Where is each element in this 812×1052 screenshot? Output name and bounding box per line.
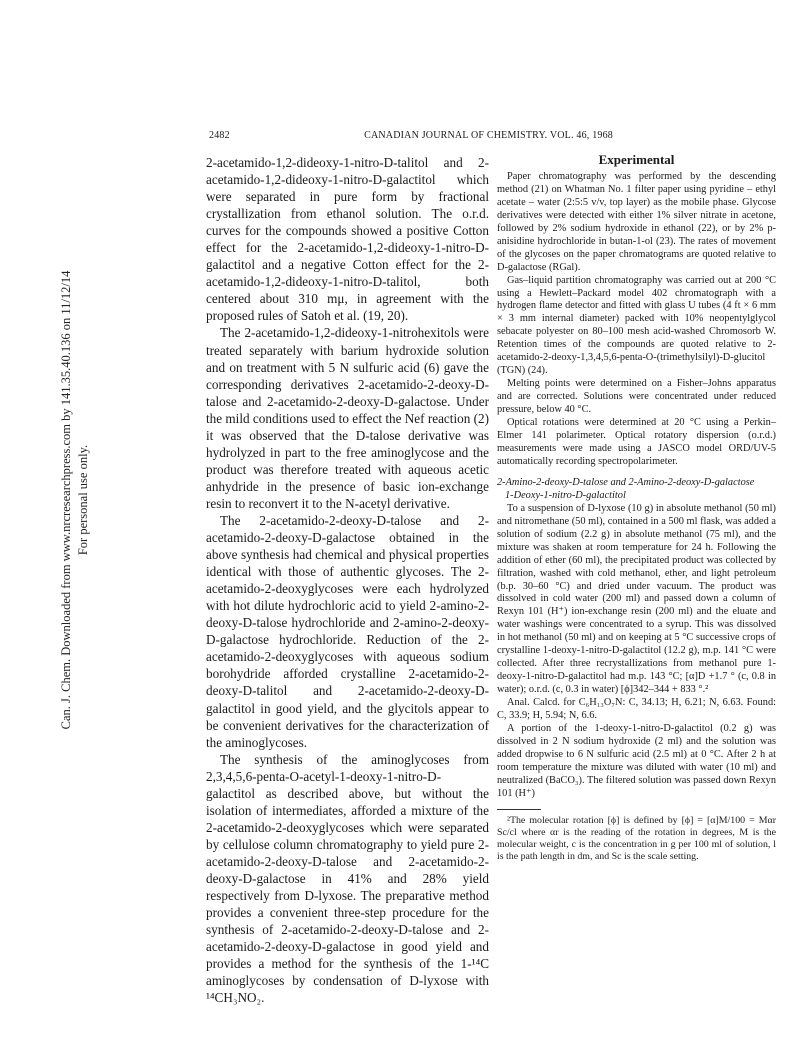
section-heading: Experimental xyxy=(598,152,675,167)
left-paragraph: The 2-acetamido-1,2-dideoxy-1-nitrohexitols were treated separately with barium hydroxide solution and on treatment with 5 N sulfuric acid (6) gave the corresponding derivatives 2-acetamido-2-deoxy-D-talose and 2-acetamido-2-deoxy-D-galactose. Under the mild conditions used to effect the Nef reaction (2) it was observed that the D-talose derivative was hydrolyzed in part to the free aminoglycose and the product was therefore treated with aqueous acetic anhydride in the presence of basic ion-exchange resin to reconvert it to the N-acetyl derivative. xyxy=(206,325,489,511)
right-paragraph: Melting points were determined on a Fisher–Johns apparatus and are corrected. Solutions were concentrated under reduced pressure, below 40 °C. xyxy=(497,378,776,416)
left-paragraph: 2-acetamido-1,2-dideoxy-1-nitro-D-talitol and 2-acetamido-1,2-dideoxy-1-nitro-D-galactitol which were separated in pure form by fractional crystallization from ethanol solution. The o.r.d. curves for the compounds showed a positive Cotton effect for the 2-acetamido-1,2-dideoxy-1-nitro-D-galactitol and a negative Cotton effect for the 2-acetamido-1,2-dideoxy-1-nitro-D-talitol, both centered about 310 mμ, in agreement with the proposed rules of Satoh et al. (19, 20). xyxy=(206,155,489,324)
left-column xyxy=(206,154,489,1006)
footnote-rule xyxy=(497,809,541,810)
running-header xyxy=(209,130,613,146)
right-paragraph: Paper chromatography was performed by the descending method (21) on Whatman No. 1 filter paper using pyridine – ethyl acetate – water (2:5:5 v/v, top layer) as the mobile phase. Glycose derivatives were detected with either 1% silver nitrate in acetone, followed by 2% sodium hydroxide in ethanol (22), or by 2% p-anisidine hydrochloride in butan-1-ol (23). The rates of movement of the glycoses on the paper chromatograms are quoted relative to D-galactose (RGal). xyxy=(497,170,776,273)
right-paragraph: A portion of the 1-deoxy-1-nitro-D-galactitol (0.2 g) was dissolved in 2 N sodium hydroxide (2 ml) and the solution was added dropwise to 6 N sulfuric acid (2.5 ml) at 0 °C. After 2 h at room temperature the mixture was diluted with water (10 ml) and neutralized (BaCO₃). The filtered solution was passed down Rexyn 101 (H⁺) xyxy=(497,722,776,799)
watermark-line-2: For personal use only. xyxy=(76,444,90,556)
right-paragraph: To a suspension of D-lyxose (10 g) in absolute methanol (50 ml) and nitromethane (50 ml), contained in a 500 ml flask, was added a solution of sodium (2.2 g) in absolute methanol (75 ml), and the mixture was shaken at room temperature for 24 h. Following the addition of ether (60 ml), the precipitated product was collected by filtration, washed with cold methanol, ether, and light petroleum (b.p. 30–60 °C) and dried under vacuum. The product was dissolved in cold water (200 ml) and passed down a column of Rexyn 101 (H⁺) ion-exchange resin (200 ml) and the eluate and water washings were concentrated to a syrup. This was dissolved in hot methanol (50 ml) and on keeping at 5 °C successive crops of crystalline 1-deoxy-1-nitro-D-galactitol (12.2 g), m.p. 141 °C were collected. After three recrystallizations from methanol pure 1-deoxy-1-nitro-D-galactitol had m.p. 143 °C; [α]D +1.7 ° (c, 0.8 in water); o.r.d. (c, 0.3 in water) [ϕ]342–344 + 833 °.² xyxy=(497,502,776,696)
left-paragraph: The synthesis of the aminoglycoses from 2,3,4,5,6-penta-O-acetyl-1-deoxy-1-nitro-D-galactitol as described above, but without the isolation of intermediates, afforded a mixture of the 2-acetamido-2-deoxyglycoses which were separated by cellulose column chromatography to yield pure 2-acetamido-2-deoxy-D-talose and 2-acetamido-2-deoxy-D-galactose in 41% and 28% yield respectively from D-lyxose. The preparative method provides a convenient three-step procedure for the synthesis of 2-acetamido-2-deoxy-D-talose and 2-acetamido-2-deoxy-D-galactose in good yield and provides a method for the synthesis of the 1-¹⁴C aminoglycoses by condensation of D-lyxose with ¹⁴CH₃NO₂. xyxy=(206,751,489,1006)
right-paragraph: Gas–liquid partition chromatography was carried out at 200 °C using a Hewlett–Packard model 402 chromatograph with a hydrogen flame detector and fitted with glass U tubes (4 ft × 6 mm × 3 mm internal diameter) packed with 10% neopentylglycol sebacate polyester on 80–100 mesh acid-washed Chromosorb W. Retention times of the compounds are quoted relative to 2-acetamido-2-deoxy-1,3,4,5,6-penta-O-(trimethylsilyl)-D-glucitol (TGN) (24). xyxy=(497,274,776,377)
watermark-line-1: Can. J. Chem. Downloaded from www.nrcresearchpress.com by 141.35.40.136 on 11/12/14 xyxy=(59,270,73,730)
right-column xyxy=(497,154,776,863)
journal-title: CANADIAN JOURNAL OF CHEMISTRY. VOL. 46, 1968 xyxy=(364,130,613,141)
subsection-heading: 2-Amino-2-deoxy-D-talose and 2-Amino-2-deoxy-D-galactose xyxy=(497,476,755,488)
footnote: ²The molecular rotation [ϕ] is defined by [ϕ] = [α]M/100 = Mαr Sc/cl where αr is the reading of the rotation in degrees, M is the molecular weight, c is the concentration in g per 100 ml of solution, l is the path length in dm, and Sc is the scale setting. xyxy=(497,814,776,862)
download-watermark xyxy=(58,50,106,950)
right-paragraph: Anal. Calcd. for C₆H₁₃O₇N: C, 34.13; H, 6.21; N, 6.63. Found: C, 33.9; H, 5.94; N, 6.6. xyxy=(497,697,776,722)
subsubsection-heading: 1-Deoxy-1-nitro-D-galactitol xyxy=(505,489,626,501)
left-paragraph: The 2-acetamido-2-deoxy-D-talose and 2-acetamido-2-deoxy-D-galactose obtained in the above synthesis had chemical and physical properties identical with those of authentic glycoses. The 2-acetamido-2-deoxyglycoses were each hydrolyzed with hot dilute hydrochloric acid to yield 2-amino-2-deoxy-D-talose hydrochloride and 2-amino-2-deoxy-D-galactose hydrochloride. Reduction of the 2-acetamido-2-deoxyglycoses with aqueous sodium borohydride afforded crystalline 2-acetamido-2-deoxy-D-talitol and 2-acetamido-2-deoxy-D-galactitol in good yield, and the glycitols appear to be convenient derivatives for the characterization of the aminoglycoses. xyxy=(206,512,489,750)
page-number: 2482 xyxy=(209,130,230,141)
right-paragraph: Optical rotations were determined at 20 °C using a Perkin–Elmer 141 polarimeter. Optical rotatory dispersion (o.r.d.) measurements were made using a JASCO model ORD/UV-5 automatically recording spectropolarimeter. xyxy=(497,417,776,467)
